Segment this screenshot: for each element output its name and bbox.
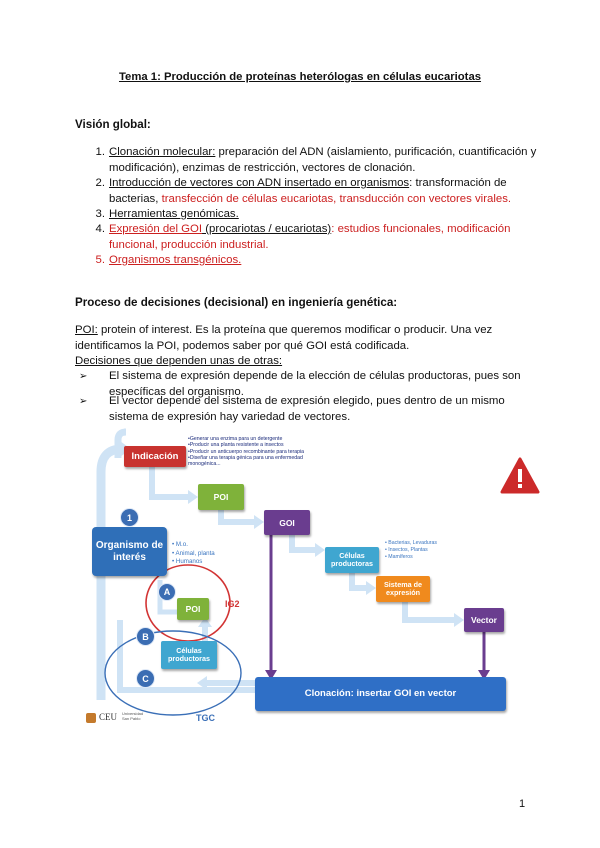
note-line: • Humanos bbox=[172, 558, 203, 565]
list-item-text-2: funcional, producción industrial. bbox=[109, 238, 269, 251]
organismo-box: Organismo de interés bbox=[92, 527, 167, 576]
poi-box: POI bbox=[198, 484, 244, 510]
note-line: • Bacterias, Levaduras bbox=[385, 540, 437, 546]
arrow-head bbox=[254, 515, 264, 529]
celulas-notes bbox=[385, 540, 437, 560]
note-line: •Producir un anticuerpo recombinante para terapia bbox=[188, 448, 305, 455]
list-item-link: Organismos transgénicos. bbox=[109, 254, 242, 266]
list-number: 4. bbox=[95, 223, 105, 235]
step-circle-c: C bbox=[136, 669, 155, 688]
arrow-celulas-sistema bbox=[352, 573, 368, 588]
logo-sub-line: Universidad bbox=[122, 711, 144, 716]
note-line: • Insectos, Plantas bbox=[385, 546, 428, 553]
arrow-sistema-vector bbox=[405, 602, 456, 620]
arrow-bullet-icon: ➢ bbox=[79, 371, 88, 382]
logo-sub-line: San Pablo bbox=[122, 716, 141, 721]
organismo-notes bbox=[172, 541, 215, 567]
celulas-box: Células productoras bbox=[325, 547, 379, 573]
arrow-head bbox=[188, 490, 198, 504]
arrow-head bbox=[315, 543, 325, 557]
indicacion-notes bbox=[188, 436, 348, 467]
poi-text-2: identificamos la POI, podemos saber por qué GOI está codificada. bbox=[75, 339, 410, 352]
list-item-link: Herramientas genómicas. bbox=[109, 208, 239, 220]
bullet-text-2: sistema de expresión hay variedad de vectores. bbox=[109, 410, 351, 423]
step-circle-a: A bbox=[158, 583, 176, 601]
step-circle-b: B bbox=[136, 627, 155, 646]
sistema-box: Sistema de expresión bbox=[376, 576, 430, 602]
list-number: 3. bbox=[95, 208, 105, 220]
bullet-text: El sistema de expresión depende de la elección de células productoras, pues son bbox=[109, 370, 521, 382]
page-number: 1 bbox=[519, 798, 526, 810]
poi-label: POI: bbox=[75, 324, 98, 336]
section-heading-decisiones: Proceso de decisiones (decisional) en ingeniería genética: bbox=[75, 296, 398, 309]
ceu-logo-sub bbox=[122, 711, 143, 721]
note-line: • Mamíferos bbox=[385, 553, 413, 560]
note-line: • Animal, planta bbox=[172, 549, 215, 557]
list-item-text-red: transfección de células eucariotas, transducción con vectores virales. bbox=[161, 192, 512, 205]
warning-mark bbox=[518, 469, 522, 482]
arrow-head bbox=[366, 581, 376, 595]
arrow-head bbox=[454, 613, 464, 627]
ig2-label: IG2 bbox=[225, 599, 240, 609]
poi2-box: POI bbox=[177, 598, 209, 620]
note-line: • M.o. bbox=[172, 541, 188, 548]
decisions-subtitle: Decisiones que dependen unas de otras: bbox=[75, 355, 283, 368]
tgc-label: TGC bbox=[196, 713, 215, 723]
note-line: monogénica... bbox=[188, 461, 221, 468]
note-line: •Producir una planta resistente a insectos bbox=[188, 442, 284, 449]
arrow-indicacion-poi bbox=[152, 467, 190, 497]
list-item-link-black: (procariotas / eucariotas) bbox=[202, 223, 332, 235]
list-number: 1. bbox=[95, 146, 105, 158]
arrow-poi-goi bbox=[221, 510, 256, 522]
step-circle-1: 1 bbox=[120, 508, 139, 527]
section-heading-vision: Visión global: bbox=[75, 118, 151, 131]
list-item-text-2: modificación), enzimas de restricción, vectores de clonación. bbox=[109, 161, 416, 174]
list-item-link: Clonación molecular: bbox=[109, 146, 216, 158]
ceu-logo-icon bbox=[86, 713, 96, 723]
bullet-text-2: específicas del organismo. bbox=[109, 385, 244, 398]
bullet-text: El vector depende del sistema de expresión elegido, pues dentro de un mismo bbox=[109, 395, 505, 407]
list-number: 5. bbox=[95, 254, 105, 266]
note-line: •Diseñar una terapia génica para una enfermedad bbox=[188, 454, 303, 461]
list-item-link: Introducción de vectores con ADN insertado en organismos bbox=[109, 177, 410, 189]
list-item-text: : transformación de bbox=[409, 177, 507, 189]
arrow-bullet-icon: ➢ bbox=[79, 396, 88, 407]
indicacion-box: Indicación bbox=[124, 446, 186, 467]
list-item-text: : estudios funcionales, modificación bbox=[331, 223, 511, 235]
list-item-text-2: bacterias, bbox=[109, 192, 162, 205]
arrow-goi-celulas bbox=[292, 535, 317, 550]
list-number: 2. bbox=[95, 177, 105, 189]
list-item-link: Expresión del GOI bbox=[109, 223, 203, 235]
warning-dot bbox=[518, 484, 522, 488]
list-item-text: preparación del ADN (aislamiento, purificación, cuantificación y bbox=[215, 146, 537, 158]
note-line: •Generar una enzima para un detergente bbox=[188, 436, 283, 442]
clonacion-box: Clonación: insertar GOI en vector bbox=[255, 677, 506, 711]
goi-box: GOI bbox=[264, 510, 310, 535]
poi-text: protein of interest. Es la proteína que queremos modificar o producir. Una vez bbox=[97, 324, 493, 336]
vector-box: Vector bbox=[464, 608, 504, 632]
celulas2-box: Células productoras bbox=[161, 641, 217, 669]
ceu-logo-text: CEU bbox=[99, 712, 117, 722]
page-title: Tema 1: Producción de proteínas heterólogas en células eucariotas bbox=[118, 71, 482, 83]
